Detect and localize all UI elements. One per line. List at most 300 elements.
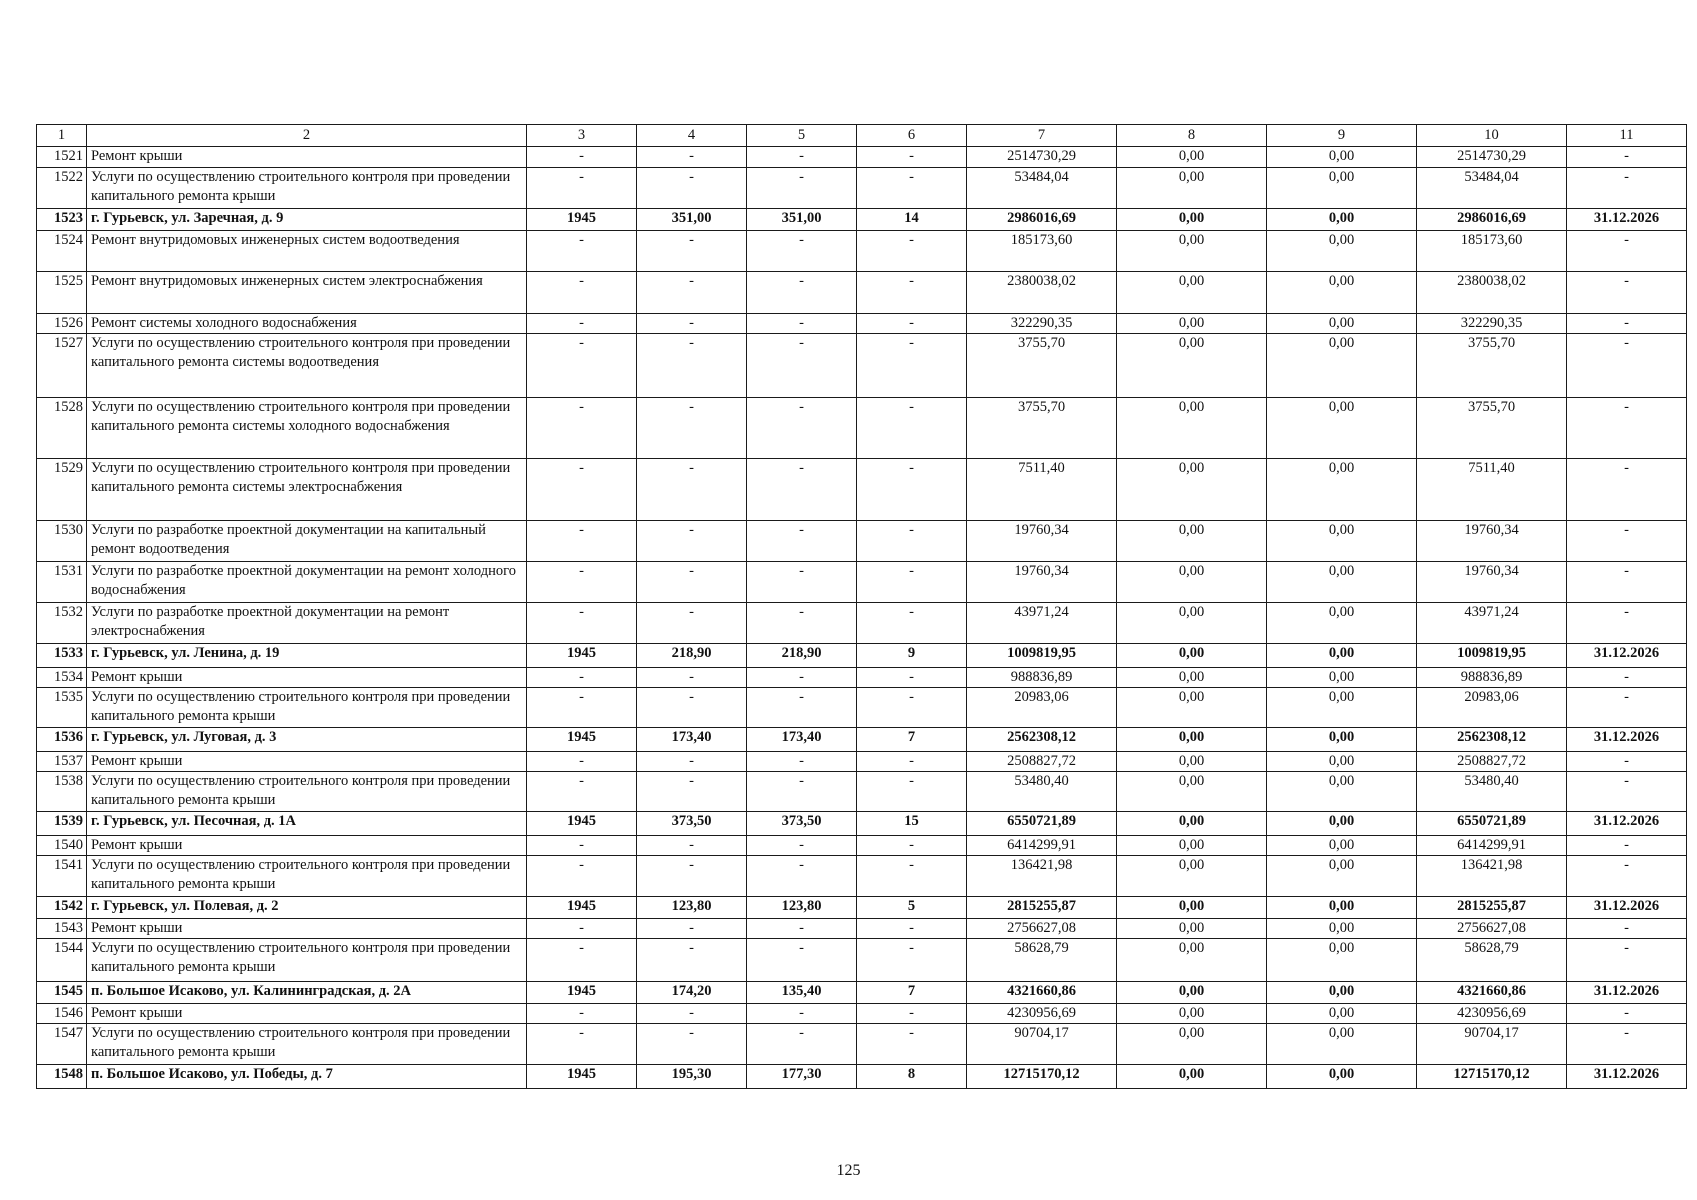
total-cost-cell: 2514730,29 [967,147,1117,168]
year-cell: - [527,521,637,562]
total-cost-cell: 90704,17 [967,1024,1117,1065]
year-cell: - [527,147,637,168]
work-row [37,168,1687,209]
description-cell: г. Гурьевск, ул. Луговая, д. 3 [87,728,527,752]
owners-cost-cell: 19760,34 [1417,562,1567,603]
budget-cost-cell: 0,00 [1267,836,1417,856]
work-row [37,836,1687,856]
address-row [37,1065,1687,1089]
total-cost-cell: 322290,35 [967,314,1117,334]
row-number-cell: 1526 [37,314,87,334]
description-cell: Услуги по осуществлению строительного контроля при проведении капитального ремонта крыши [87,168,527,209]
residents-cell: - [857,856,967,897]
residents-cell: - [857,314,967,334]
owners-cost-cell: 1009819,95 [1417,644,1567,668]
owners-cost-cell: 185173,60 [1417,231,1567,272]
budget-cost-cell: 0,00 [1267,644,1417,668]
header-cell: 2 [87,125,527,147]
area-residential-cell: - [747,314,857,334]
budget-cost-cell: 0,00 [1267,1065,1417,1089]
work-row [37,603,1687,644]
work-row [37,231,1687,272]
deadline-cell: - [1567,459,1687,521]
header-cell: 3 [527,125,637,147]
year-cell: 1945 [527,209,637,231]
fund-cost-cell: 0,00 [1117,398,1267,459]
description-cell: г. Гурьевск, ул. Ленина, д. 19 [87,644,527,668]
address-row [37,644,1687,668]
owners-cost-cell: 20983,06 [1417,688,1567,728]
area-residential-cell: - [747,1024,857,1065]
deadline-cell: - [1567,1024,1687,1065]
residents-cell: 5 [857,897,967,919]
deadline-cell: - [1567,398,1687,459]
area-total-cell: 195,30 [637,1065,747,1089]
header-cell: 7 [967,125,1117,147]
area-residential-cell: - [747,603,857,644]
area-total-cell: 174,20 [637,982,747,1004]
row-number-cell: 1540 [37,836,87,856]
description-cell: г. Гурьевск, ул. Песочная, д. 1А [87,812,527,836]
owners-cost-cell: 3755,70 [1417,334,1567,398]
residents-cell: 14 [857,209,967,231]
fund-cost-cell: 0,00 [1117,939,1267,982]
owners-cost-cell: 2986016,69 [1417,209,1567,231]
row-number-cell: 1545 [37,982,87,1004]
residents-cell: - [857,836,967,856]
area-total-cell: 351,00 [637,209,747,231]
total-cost-cell: 20983,06 [967,688,1117,728]
year-cell: - [527,668,637,688]
total-cost-cell: 3755,70 [967,334,1117,398]
row-number-cell: 1533 [37,644,87,668]
residents-cell: - [857,919,967,939]
row-number-cell: 1534 [37,668,87,688]
fund-cost-cell: 0,00 [1117,919,1267,939]
row-number-cell: 1548 [37,1065,87,1089]
budget-cost-cell: 0,00 [1267,603,1417,644]
total-cost-cell: 2986016,69 [967,209,1117,231]
work-row [37,668,1687,688]
year-cell: - [527,231,637,272]
work-row [37,459,1687,521]
area-total-cell: - [637,1004,747,1024]
row-number-cell: 1524 [37,231,87,272]
area-total-cell: - [637,836,747,856]
fund-cost-cell: 0,00 [1117,334,1267,398]
year-cell: 1945 [527,728,637,752]
residents-cell: - [857,752,967,772]
area-residential-cell: - [747,836,857,856]
fund-cost-cell: 0,00 [1117,728,1267,752]
area-residential-cell: - [747,459,857,521]
total-cost-cell: 2815255,87 [967,897,1117,919]
residents-cell: - [857,168,967,209]
year-cell: - [527,836,637,856]
year-cell: - [527,856,637,897]
work-row [37,1004,1687,1024]
deadline-cell: - [1567,314,1687,334]
fund-cost-cell: 0,00 [1117,459,1267,521]
residents-cell: - [857,521,967,562]
row-number-cell: 1544 [37,939,87,982]
area-total-cell: 218,90 [637,644,747,668]
area-total-cell: - [637,688,747,728]
budget-cost-cell: 0,00 [1267,209,1417,231]
area-total-cell: - [637,272,747,314]
description-cell: Ремонт крыши [87,752,527,772]
budget-cost-cell: 0,00 [1267,897,1417,919]
area-residential-cell: - [747,939,857,982]
owners-cost-cell: 6414299,91 [1417,836,1567,856]
description-cell: Услуги по осуществлению строительного контроля при проведении капитального ремонта системы водоотведения [87,334,527,398]
area-total-cell: - [637,603,747,644]
area-total-cell: - [637,398,747,459]
description-cell: Ремонт крыши [87,668,527,688]
budget-cost-cell: 0,00 [1267,398,1417,459]
area-residential-cell: 218,90 [747,644,857,668]
address-row [37,209,1687,231]
header-cell: 1 [37,125,87,147]
deadline-cell: - [1567,334,1687,398]
budget-cost-cell: 0,00 [1267,772,1417,812]
area-residential-cell: 177,30 [747,1065,857,1089]
row-number-cell: 1543 [37,919,87,939]
work-row [37,688,1687,728]
year-cell: 1945 [527,982,637,1004]
budget-cost-cell: 0,00 [1267,919,1417,939]
area-total-cell: - [637,856,747,897]
description-cell: Ремонт внутридомовых инженерных систем электроснабжения [87,272,527,314]
description-cell: Ремонт крыши [87,836,527,856]
year-cell: - [527,1024,637,1065]
budget-cost-cell: 0,00 [1267,1024,1417,1065]
deadline-cell: 31.12.2026 [1567,982,1687,1004]
deadline-cell: - [1567,168,1687,209]
row-number-cell: 1541 [37,856,87,897]
residents-cell: - [857,147,967,168]
row-number-cell: 1525 [37,272,87,314]
area-residential-cell: 373,50 [747,812,857,836]
description-cell: Услуги по разработке проектной документации на ремонт холодного водоснабжения [87,562,527,603]
area-total-cell: - [637,147,747,168]
deadline-cell: 31.12.2026 [1567,728,1687,752]
description-cell: Услуги по осуществлению строительного контроля при проведении капитального ремонта крыши [87,1024,527,1065]
area-total-cell: - [637,772,747,812]
residents-cell: - [857,562,967,603]
total-cost-cell: 988836,89 [967,668,1117,688]
fund-cost-cell: 0,00 [1117,562,1267,603]
description-cell: Ремонт внутридомовых инженерных систем водоотведения [87,231,527,272]
residents-cell: - [857,772,967,812]
area-total-cell: 173,40 [637,728,747,752]
year-cell: - [527,168,637,209]
year-cell: - [527,919,637,939]
row-number-cell: 1521 [37,147,87,168]
total-cost-cell: 43971,24 [967,603,1117,644]
fund-cost-cell: 0,00 [1117,812,1267,836]
deadline-cell: - [1567,856,1687,897]
deadline-cell: - [1567,521,1687,562]
budget-cost-cell: 0,00 [1267,939,1417,982]
deadline-cell: - [1567,272,1687,314]
row-number-cell: 1538 [37,772,87,812]
owners-cost-cell: 7511,40 [1417,459,1567,521]
year-cell: 1945 [527,644,637,668]
budget-cost-cell: 0,00 [1267,314,1417,334]
area-residential-cell: 123,80 [747,897,857,919]
work-row [37,272,1687,314]
deadline-cell: - [1567,603,1687,644]
year-cell: - [527,772,637,812]
area-total-cell: - [637,1024,747,1065]
fund-cost-cell: 0,00 [1117,272,1267,314]
header-cell: 6 [857,125,967,147]
total-cost-cell: 2508827,72 [967,752,1117,772]
area-total-cell: - [637,939,747,982]
work-row [37,334,1687,398]
row-number-cell: 1536 [37,728,87,752]
description-cell: Ремонт крыши [87,147,527,168]
area-residential-cell: - [747,919,857,939]
description-cell: Услуги по осуществлению строительного контроля при проведении капитального ремонта крыши [87,772,527,812]
description-cell: Услуги по осуществлению строительного контроля при проведении капитального ремонта системы холодного водоснабжения [87,398,527,459]
owners-cost-cell: 3755,70 [1417,398,1567,459]
area-total-cell: 123,80 [637,897,747,919]
owners-cost-cell: 322290,35 [1417,314,1567,334]
address-row [37,812,1687,836]
area-residential-cell: - [747,1004,857,1024]
residents-cell: - [857,272,967,314]
address-row [37,728,1687,752]
year-cell: - [527,939,637,982]
budget-cost-cell: 0,00 [1267,1004,1417,1024]
year-cell: - [527,272,637,314]
area-residential-cell: - [747,231,857,272]
area-total-cell: 373,50 [637,812,747,836]
residents-cell: - [857,334,967,398]
area-residential-cell: 351,00 [747,209,857,231]
table-body [37,147,1687,1089]
total-cost-cell: 2562308,12 [967,728,1117,752]
total-cost-cell: 53480,40 [967,772,1117,812]
work-row [37,772,1687,812]
header-cell: 10 [1417,125,1567,147]
description-cell: Ремонт системы холодного водоснабжения [87,314,527,334]
deadline-cell: 31.12.2026 [1567,812,1687,836]
total-cost-cell: 19760,34 [967,521,1117,562]
fund-cost-cell: 0,00 [1117,772,1267,812]
fund-cost-cell: 0,00 [1117,1004,1267,1024]
area-total-cell: - [637,562,747,603]
budget-cost-cell: 0,00 [1267,562,1417,603]
residents-cell: 7 [857,982,967,1004]
description-cell: Услуги по осуществлению строительного контроля при проведении капитального ремонта крыши [87,688,527,728]
work-row [37,939,1687,982]
fund-cost-cell: 0,00 [1117,836,1267,856]
budget-cost-cell: 0,00 [1267,728,1417,752]
budget-cost-cell: 0,00 [1267,688,1417,728]
deadline-cell: - [1567,939,1687,982]
year-cell: - [527,459,637,521]
address-row [37,982,1687,1004]
area-total-cell: - [637,752,747,772]
row-number-cell: 1537 [37,752,87,772]
fund-cost-cell: 0,00 [1117,856,1267,897]
year-cell: - [527,752,637,772]
header-cell: 9 [1267,125,1417,147]
budget-cost-cell: 0,00 [1267,168,1417,209]
owners-cost-cell: 12715170,12 [1417,1065,1567,1089]
row-number-cell: 1547 [37,1024,87,1065]
work-row [37,147,1687,168]
deadline-cell: - [1567,562,1687,603]
work-row [37,314,1687,334]
budget-cost-cell: 0,00 [1267,856,1417,897]
description-cell: Услуги по осуществлению строительного контроля при проведении капитального ремонта крыши [87,856,527,897]
area-residential-cell: - [747,168,857,209]
residents-cell: - [857,603,967,644]
area-total-cell: - [637,168,747,209]
total-cost-cell: 7511,40 [967,459,1117,521]
area-residential-cell: - [747,668,857,688]
deadline-cell: - [1567,688,1687,728]
description-cell: Ремонт крыши [87,919,527,939]
description-cell: Услуги по осуществлению строительного контроля при проведении капитального ремонта крыши [87,939,527,982]
year-cell: - [527,562,637,603]
year-cell: - [527,334,637,398]
owners-cost-cell: 58628,79 [1417,939,1567,982]
year-cell: 1945 [527,812,637,836]
area-total-cell: - [637,521,747,562]
header-cell: 4 [637,125,747,147]
area-residential-cell: - [747,521,857,562]
year-cell: - [527,398,637,459]
fund-cost-cell: 0,00 [1117,1065,1267,1089]
area-residential-cell: 173,40 [747,728,857,752]
area-total-cell: - [637,459,747,521]
owners-cost-cell: 2562308,12 [1417,728,1567,752]
fund-cost-cell: 0,00 [1117,521,1267,562]
description-cell: г. Гурьевск, ул. Заречная, д. 9 [87,209,527,231]
data-table [36,124,1687,1089]
description-cell: г. Гурьевск, ул. Полевая, д. 2 [87,897,527,919]
area-residential-cell: - [747,272,857,314]
work-row [37,1024,1687,1065]
deadline-cell: - [1567,752,1687,772]
row-number-cell: 1531 [37,562,87,603]
total-cost-cell: 12715170,12 [967,1065,1117,1089]
budget-cost-cell: 0,00 [1267,982,1417,1004]
deadline-cell: - [1567,919,1687,939]
owners-cost-cell: 90704,17 [1417,1024,1567,1065]
fund-cost-cell: 0,00 [1117,688,1267,728]
deadline-cell: - [1567,836,1687,856]
total-cost-cell: 6550721,89 [967,812,1117,836]
year-cell: - [527,603,637,644]
budget-cost-cell: 0,00 [1267,752,1417,772]
header-cell: 11 [1567,125,1687,147]
row-number-cell: 1542 [37,897,87,919]
area-residential-cell: - [747,688,857,728]
residents-cell: - [857,1004,967,1024]
owners-cost-cell: 988836,89 [1417,668,1567,688]
fund-cost-cell: 0,00 [1117,147,1267,168]
area-residential-cell: - [747,752,857,772]
owners-cost-cell: 4230956,69 [1417,1004,1567,1024]
fund-cost-cell: 0,00 [1117,314,1267,334]
residents-cell: - [857,688,967,728]
residents-cell: - [857,668,967,688]
fund-cost-cell: 0,00 [1117,209,1267,231]
row-number-cell: 1539 [37,812,87,836]
area-residential-cell: - [747,147,857,168]
header-cell: 5 [747,125,857,147]
residents-cell: 7 [857,728,967,752]
work-row [37,521,1687,562]
fund-cost-cell: 0,00 [1117,644,1267,668]
total-cost-cell: 6414299,91 [967,836,1117,856]
residents-cell: 15 [857,812,967,836]
year-cell: 1945 [527,1065,637,1089]
fund-cost-cell: 0,00 [1117,897,1267,919]
deadline-cell: - [1567,668,1687,688]
owners-cost-cell: 2514730,29 [1417,147,1567,168]
area-residential-cell: - [747,562,857,603]
area-total-cell: - [637,919,747,939]
owners-cost-cell: 136421,98 [1417,856,1567,897]
deadline-cell: 31.12.2026 [1567,897,1687,919]
fund-cost-cell: 0,00 [1117,1024,1267,1065]
description-cell: п. Большое Исаково, ул. Победы, д. 7 [87,1065,527,1089]
area-residential-cell: - [747,398,857,459]
total-cost-cell: 19760,34 [967,562,1117,603]
area-residential-cell: - [747,772,857,812]
budget-cost-cell: 0,00 [1267,272,1417,314]
fund-cost-cell: 0,00 [1117,603,1267,644]
total-cost-cell: 3755,70 [967,398,1117,459]
budget-cost-cell: 0,00 [1267,812,1417,836]
deadline-cell: - [1567,147,1687,168]
total-cost-cell: 4321660,86 [967,982,1117,1004]
residents-cell: 9 [857,644,967,668]
fund-cost-cell: 0,00 [1117,231,1267,272]
description-cell: Ремонт крыши [87,1004,527,1024]
deadline-cell: - [1567,231,1687,272]
owners-cost-cell: 2508827,72 [1417,752,1567,772]
header-row [37,125,1687,147]
deadline-cell: - [1567,1004,1687,1024]
total-cost-cell: 1009819,95 [967,644,1117,668]
owners-cost-cell: 53484,04 [1417,168,1567,209]
year-cell: - [527,1004,637,1024]
area-residential-cell: - [747,856,857,897]
work-row [37,919,1687,939]
area-residential-cell: - [747,334,857,398]
total-cost-cell: 2380038,02 [967,272,1117,314]
owners-cost-cell: 6550721,89 [1417,812,1567,836]
work-row [37,562,1687,603]
year-cell: - [527,688,637,728]
description-cell: Услуги по разработке проектной документации на капитальный ремонт водоотведения [87,521,527,562]
work-row [37,856,1687,897]
total-cost-cell: 53484,04 [967,168,1117,209]
area-residential-cell: 135,40 [747,982,857,1004]
total-cost-cell: 58628,79 [967,939,1117,982]
area-total-cell: - [637,334,747,398]
row-number-cell: 1546 [37,1004,87,1024]
owners-cost-cell: 2756627,08 [1417,919,1567,939]
